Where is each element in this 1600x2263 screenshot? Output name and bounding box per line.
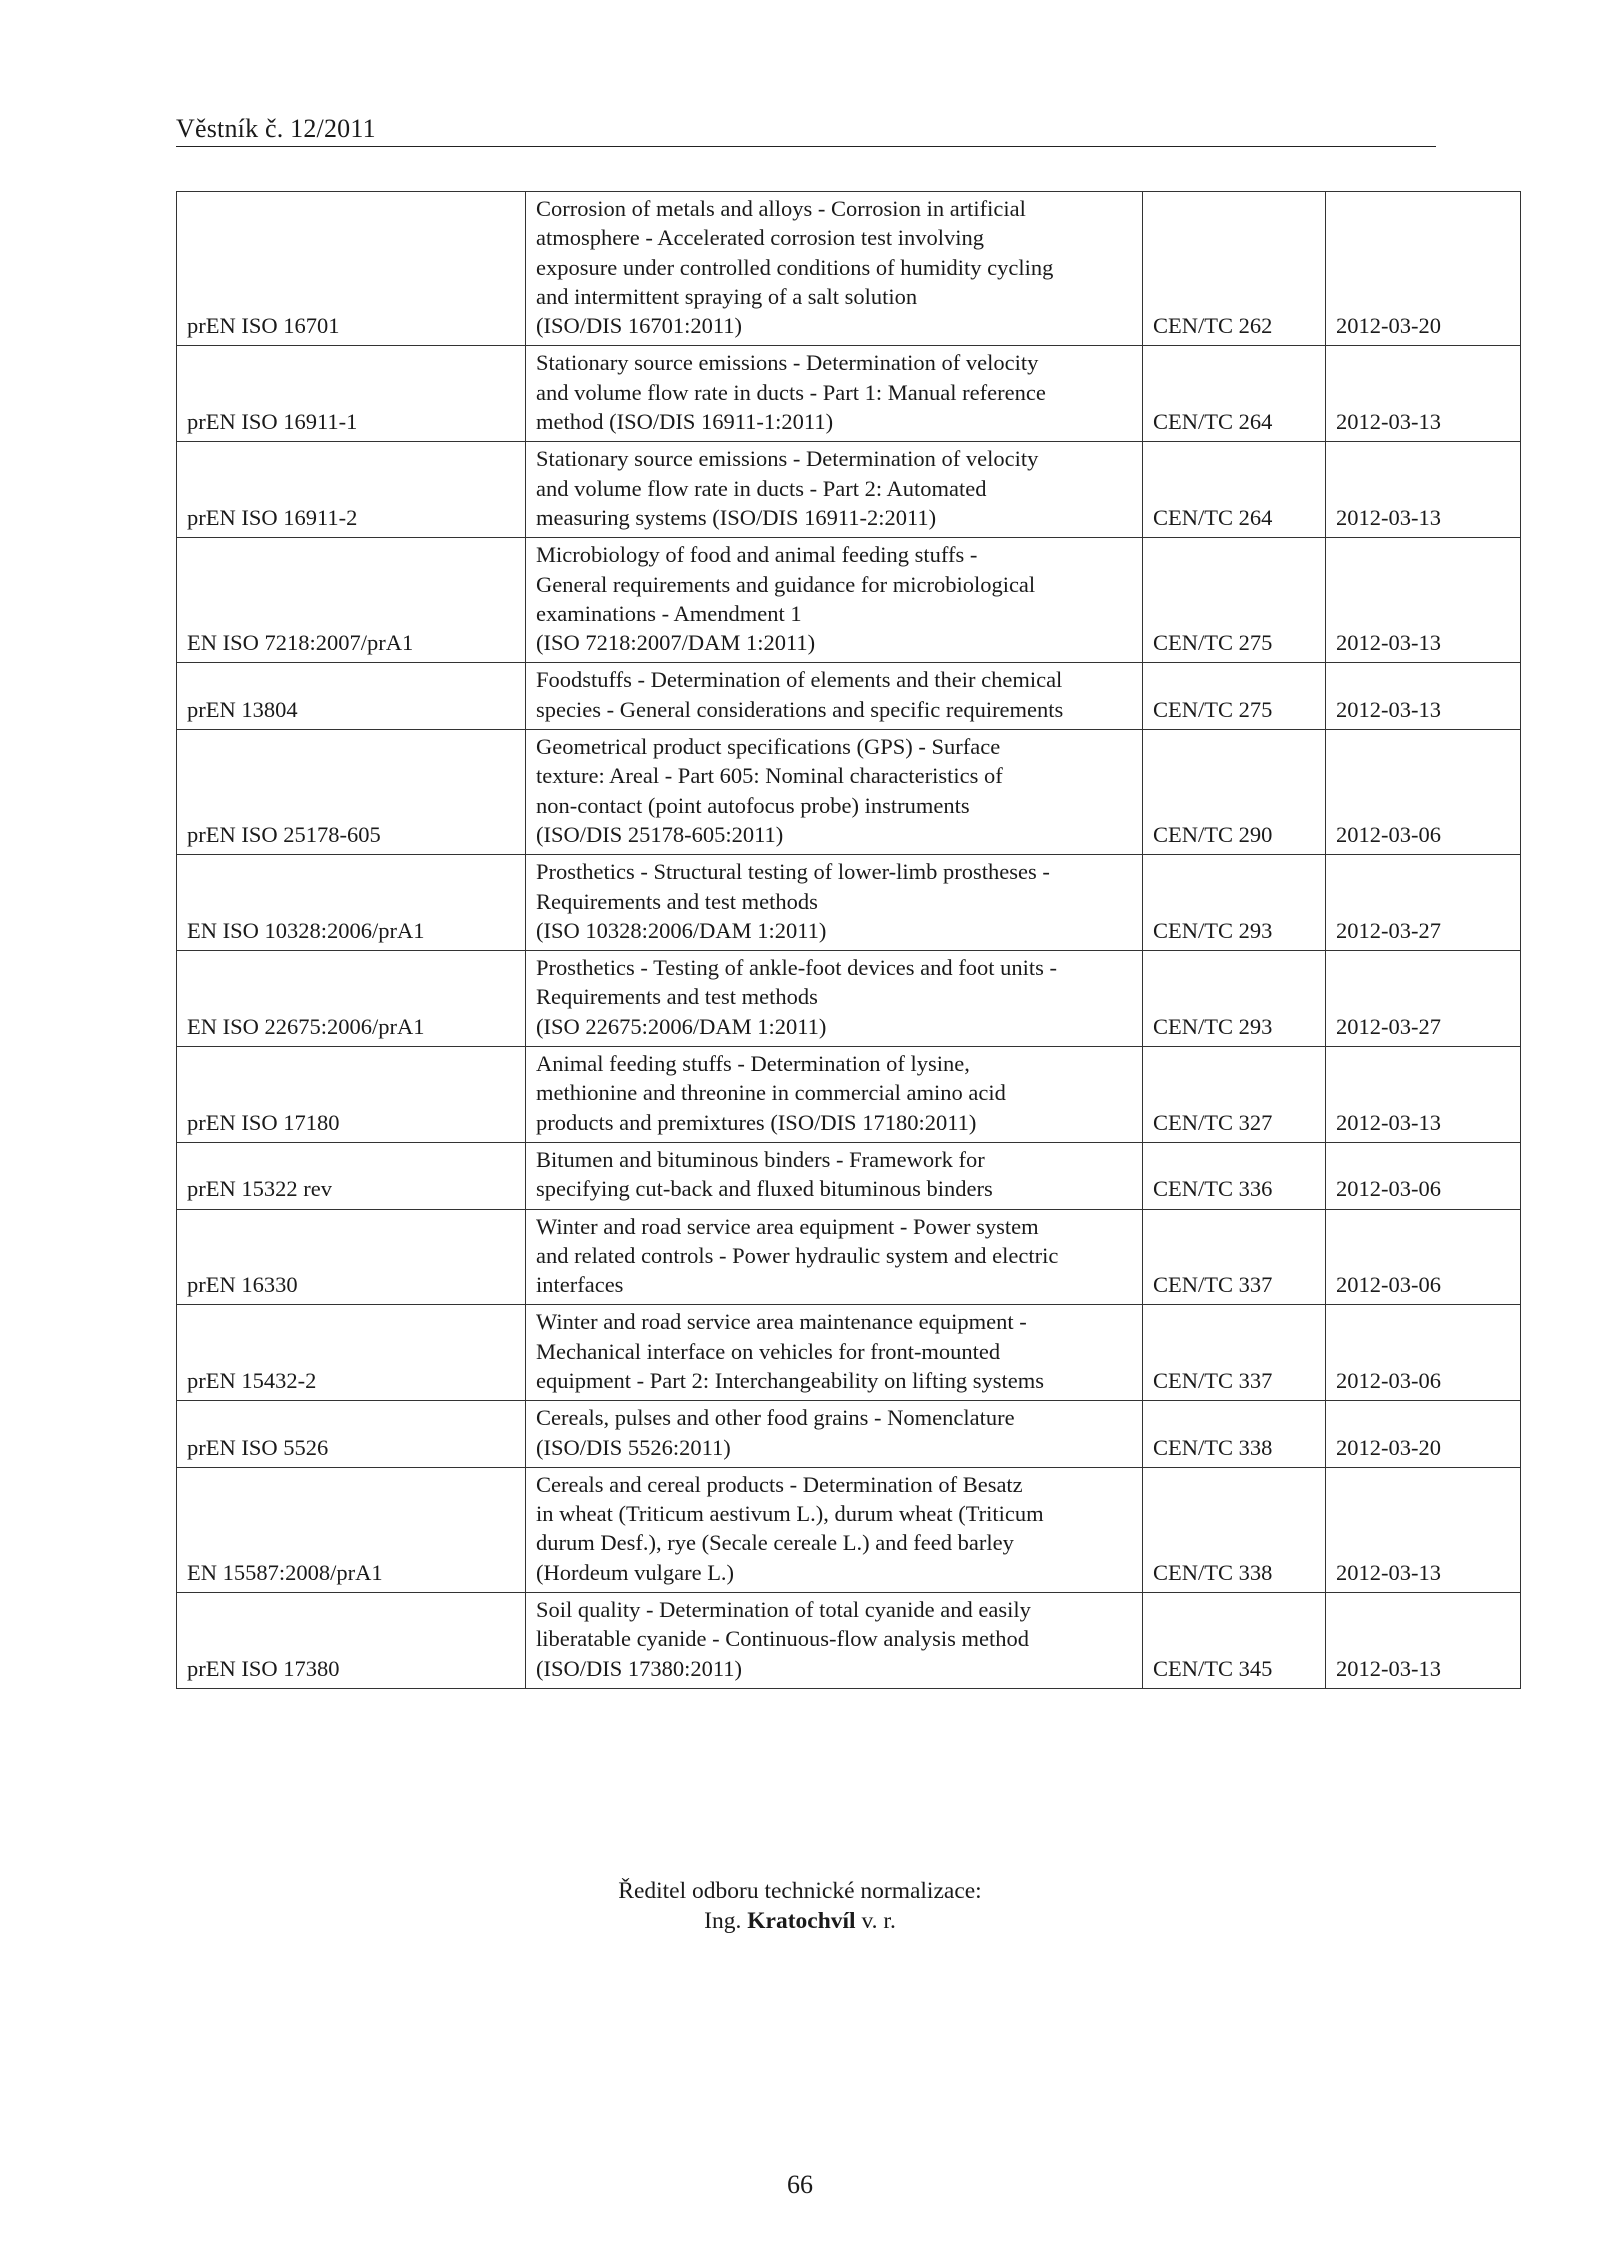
standard-code-cell: prEN 13804: [177, 663, 526, 730]
standard-title-cell: [526, 538, 1143, 663]
table-row: [177, 346, 1521, 442]
deadline-date-cell: 2012-03-20: [1326, 1401, 1521, 1468]
standard-code-cell: prEN ISO 25178-605: [177, 730, 526, 855]
signature-surname: Kratochvíl: [747, 1908, 856, 1934]
page-number: 66: [787, 2170, 813, 2199]
standards-table: [176, 191, 1521, 1689]
table-row: [177, 1305, 1521, 1401]
deadline-date-cell: 2012-03-13: [1326, 346, 1521, 442]
page-header: [176, 110, 1436, 147]
standard-code-cell: prEN 15432-2: [177, 1305, 526, 1401]
standard-code-cell: prEN ISO 16701: [177, 192, 526, 346]
standard-title-line: measuring systems (ISO/DIS 16911-2:2011): [536, 504, 937, 530]
signature-suffix: v. r.: [861, 1908, 896, 1934]
table-row: [177, 1401, 1521, 1468]
table-row: [177, 1142, 1521, 1209]
deadline-date-cell: 2012-03-13: [1326, 663, 1521, 730]
standard-title-cell: [526, 442, 1143, 538]
table-row: [177, 442, 1521, 538]
standard-title-line: Bitumen and bituminous binders - Framework for: [536, 1146, 985, 1172]
standard-title-line: (ISO/DIS 25178-605:2011): [536, 821, 784, 847]
standard-title-line: examinations - Amendment 1: [536, 600, 802, 626]
standard-code-cell: prEN ISO 17380: [177, 1593, 526, 1689]
technical-committee-cell: CEN/TC 337: [1143, 1305, 1326, 1401]
standard-title-line: equipment - Part 2: Interchangeability on lifting systems: [536, 1367, 1045, 1393]
standard-title-line: (Hordeum vulgare L.): [536, 1559, 735, 1585]
standard-code-cell: prEN ISO 16911-1: [177, 346, 526, 442]
table-row: [177, 855, 1521, 951]
signature-block: [0, 1876, 1600, 1936]
standard-title-line: products and premixtures (ISO/DIS 17180:2011): [536, 1109, 977, 1135]
standard-title-line: Requirements and test methods: [536, 888, 818, 914]
standard-code-cell: EN ISO 10328:2006/prA1: [177, 855, 526, 951]
standard-title-cell: [526, 192, 1143, 346]
standard-title-line: Winter and road service area equipment - Power system: [536, 1213, 1039, 1239]
table-row: [177, 1467, 1521, 1592]
standard-title-cell: [526, 1401, 1143, 1468]
standard-code-cell: prEN ISO 16911-2: [177, 442, 526, 538]
standard-title-line: method (ISO/DIS 16911-1:2011): [536, 409, 834, 435]
technical-committee-cell: CEN/TC 290: [1143, 730, 1326, 855]
table-row: [177, 1047, 1521, 1143]
standard-code-cell: EN ISO 7218:2007/prA1: [177, 538, 526, 663]
standard-title-line: Stationary source emissions - Determination of velocity: [536, 350, 1039, 376]
signature-role: Ředitel odboru technické normalizace:: [618, 1878, 982, 1904]
standard-title-cell: [526, 1209, 1143, 1305]
table-row: [177, 192, 1521, 346]
standard-title-cell: [526, 730, 1143, 855]
technical-committee-cell: CEN/TC 337: [1143, 1209, 1326, 1305]
deadline-date-cell: 2012-03-13: [1326, 538, 1521, 663]
standard-title-cell: [526, 1305, 1143, 1401]
standard-title-line: Soil quality - Determination of total cyanide and easily: [536, 1597, 1031, 1623]
deadline-date-cell: 2012-03-13: [1326, 1593, 1521, 1689]
standard-title-line: species - General considerations and specific requirements: [536, 696, 1064, 722]
standard-title-line: specifying cut-back and fluxed bituminous binders: [536, 1176, 993, 1202]
standard-code-cell: EN ISO 22675:2006/prA1: [177, 951, 526, 1047]
table-row: [177, 730, 1521, 855]
standard-title-cell: [526, 1593, 1143, 1689]
deadline-date-cell: 2012-03-13: [1326, 1467, 1521, 1592]
standard-title-line: (ISO/DIS 17380:2011): [536, 1655, 743, 1681]
standard-title-line: texture: Areal - Part 605: Nominal characteristics of: [536, 763, 1003, 789]
standard-title-line: Microbiology of food and animal feeding stuffs -: [536, 542, 978, 568]
table-row: [177, 951, 1521, 1047]
standard-title-line: interfaces: [536, 1272, 624, 1298]
signature-name-line: [0, 1906, 1600, 1936]
standard-title-line: Animal feeding stuffs - Determination of lysine,: [536, 1051, 970, 1077]
standard-title-line: Stationary source emissions - Determination of velocity: [536, 446, 1039, 472]
standard-title-line: Requirements and test methods: [536, 984, 818, 1010]
standard-code-cell: EN 15587:2008/prA1: [177, 1467, 526, 1592]
standard-title-line: methionine and threonine in commercial amino acid: [536, 1080, 1006, 1106]
standard-title-line: Foodstuffs - Determination of elements and their chemical: [536, 667, 1063, 693]
deadline-date-cell: 2012-03-06: [1326, 730, 1521, 855]
technical-committee-cell: CEN/TC 275: [1143, 663, 1326, 730]
standard-title-line: non-contact (point autofocus probe) instruments: [536, 792, 970, 818]
deadline-date-cell: 2012-03-13: [1326, 1047, 1521, 1143]
standard-title-line: Geometrical product specifications (GPS) - Surface: [536, 734, 1001, 760]
standard-code-cell: prEN ISO 17180: [177, 1047, 526, 1143]
standard-title-line: in wheat (Triticum aestivum L.), durum wheat (Triticum: [536, 1501, 1044, 1527]
deadline-date-cell: 2012-03-06: [1326, 1142, 1521, 1209]
standard-title-line: (ISO/DIS 16701:2011): [536, 313, 743, 339]
standard-title-line: Winter and road service area maintenance equipment -: [536, 1309, 1027, 1335]
signature-prefix: Ing.: [704, 1908, 742, 1934]
standard-code-cell: prEN 16330: [177, 1209, 526, 1305]
deadline-date-cell: 2012-03-27: [1326, 951, 1521, 1047]
technical-committee-cell: CEN/TC 275: [1143, 538, 1326, 663]
standard-title-line: exposure under controlled conditions of humidity cycling: [536, 254, 1054, 280]
table-row: [177, 1209, 1521, 1305]
standard-title-cell: [526, 1142, 1143, 1209]
standard-title-cell: [526, 1467, 1143, 1592]
standard-title-cell: [526, 663, 1143, 730]
table-row: [177, 663, 1521, 730]
deadline-date-cell: 2012-03-20: [1326, 192, 1521, 346]
technical-committee-cell: CEN/TC 336: [1143, 1142, 1326, 1209]
standard-title-line: Cereals and cereal products - Determination of Besatz: [536, 1471, 1023, 1497]
table-row: [177, 1593, 1521, 1689]
standard-title-line: Corrosion of metals and alloys - Corrosion in artificial: [536, 196, 1026, 221]
deadline-date-cell: 2012-03-06: [1326, 1209, 1521, 1305]
standard-title-line: Prosthetics - Testing of ankle-foot devices and foot units -: [536, 955, 1058, 981]
standard-title-cell: [526, 1047, 1143, 1143]
technical-committee-cell: CEN/TC 345: [1143, 1593, 1326, 1689]
standard-title-line: and related controls - Power hydraulic system and electric: [536, 1242, 1059, 1268]
technical-committee-cell: CEN/TC 293: [1143, 951, 1326, 1047]
standard-title-cell: [526, 346, 1143, 442]
deadline-date-cell: 2012-03-27: [1326, 855, 1521, 951]
standard-title-line: General requirements and guidance for microbiological: [536, 571, 1036, 597]
technical-committee-cell: CEN/TC 338: [1143, 1401, 1326, 1468]
standards-table-body: [177, 192, 1521, 1689]
standard-title-line: and intermittent spraying of a salt solution: [536, 283, 918, 309]
technical-committee-cell: CEN/TC 262: [1143, 192, 1326, 346]
standard-title-line: durum Desf.), rye (Secale cereale L.) and feed barley: [536, 1530, 1014, 1556]
standard-title-line: liberatable cyanide - Continuous-flow analysis method: [536, 1626, 1030, 1652]
standard-title-line: Cereals, pulses and other food grains - Nomenclature: [536, 1405, 1015, 1431]
standard-title-line: Prosthetics - Structural testing of lower-limb prostheses -: [536, 859, 1050, 885]
deadline-date-cell: 2012-03-06: [1326, 1305, 1521, 1401]
standard-title-line: and volume flow rate in ducts - Part 1: Manual reference: [536, 379, 1046, 405]
table-row: [177, 538, 1521, 663]
technical-committee-cell: CEN/TC 293: [1143, 855, 1326, 951]
bulletin-title: Věstník č. 12/2011: [176, 114, 376, 143]
deadline-date-cell: 2012-03-13: [1326, 442, 1521, 538]
technical-committee-cell: CEN/TC 264: [1143, 346, 1326, 442]
standard-title-cell: [526, 951, 1143, 1047]
standard-code-cell: prEN ISO 5526: [177, 1401, 526, 1468]
standard-title-cell: [526, 855, 1143, 951]
technical-committee-cell: CEN/TC 338: [1143, 1467, 1326, 1592]
standard-title-line: Mechanical interface on vehicles for front-mounted: [536, 1338, 1001, 1364]
technical-committee-cell: CEN/TC 327: [1143, 1047, 1326, 1143]
standard-title-line: (ISO 7218:2007/DAM 1:2011): [536, 630, 816, 656]
standard-title-line: atmosphere - Accelerated corrosion test involving: [536, 225, 984, 251]
standard-title-line: and volume flow rate in ducts - Part 2: Automated: [536, 475, 987, 501]
technical-committee-cell: CEN/TC 264: [1143, 442, 1326, 538]
standard-title-line: (ISO 22675:2006/DAM 1:2011): [536, 1013, 827, 1039]
standard-title-line: (ISO 10328:2006/DAM 1:2011): [536, 917, 827, 943]
standard-title-line: (ISO/DIS 5526:2011): [536, 1434, 731, 1460]
standard-code-cell: prEN 15322 rev: [177, 1142, 526, 1209]
